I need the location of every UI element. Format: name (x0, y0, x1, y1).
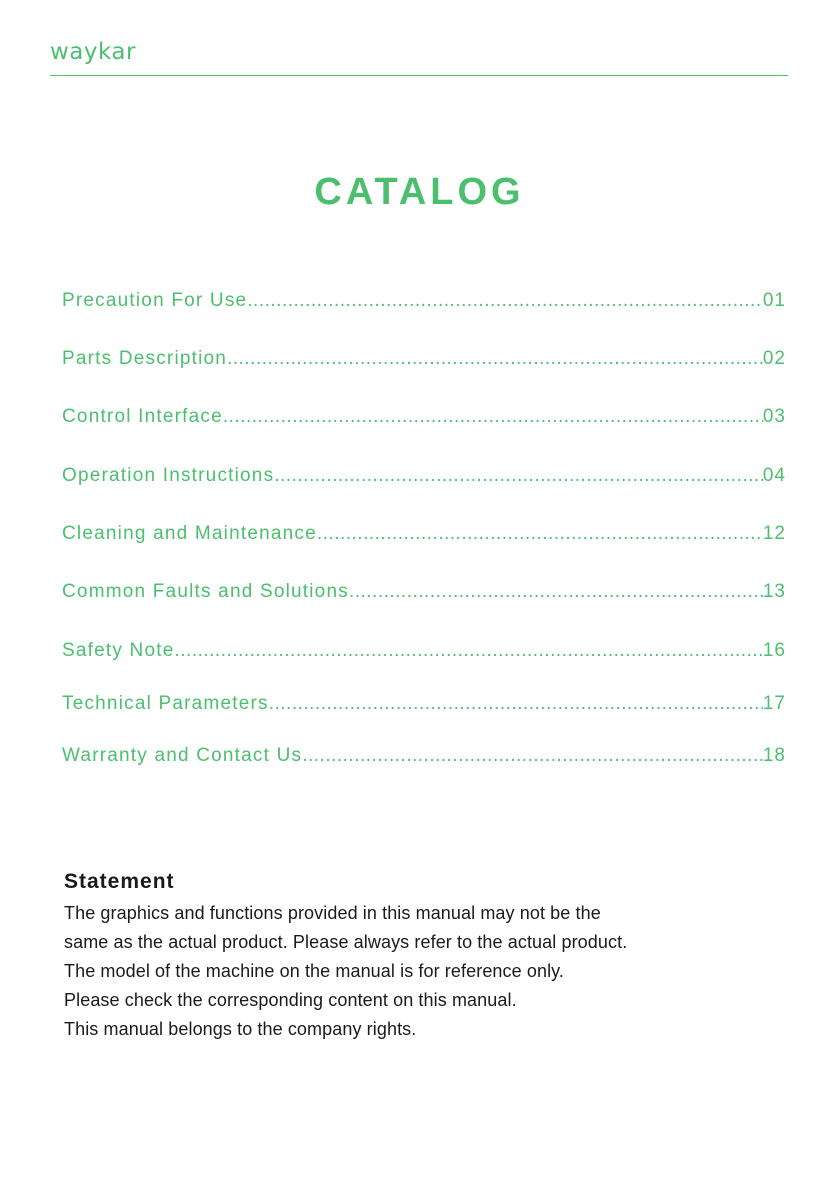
toc-entry[interactable] (62, 692, 786, 716)
statement-heading: Statement (64, 870, 175, 893)
toc-entry-page: 04 (762, 465, 786, 486)
toc-entry[interactable] (62, 405, 786, 429)
toc-entry-page: 03 (762, 406, 786, 427)
page-title: CATALOG (314, 171, 525, 213)
toc-entry-label: Common Faults and Solutions (62, 581, 349, 602)
toc-entry[interactable] (62, 522, 786, 546)
toc-entry-page: 13 (762, 581, 786, 602)
toc-leader-dots (223, 405, 763, 429)
statement-line: The graphics and functions provided in this manual may not be the (64, 903, 601, 923)
toc-leader-dots (227, 347, 763, 371)
toc-entry-page: 16 (762, 640, 786, 661)
toc-leader-dots (269, 692, 763, 716)
toc-entry[interactable] (62, 580, 786, 604)
toc-leader-dots (174, 639, 762, 663)
toc-entry-page: 01 (762, 290, 786, 311)
toc-entry[interactable] (62, 347, 786, 371)
toc-leader-dots (349, 580, 763, 604)
statement-section (64, 868, 784, 1044)
statement-line: same as the actual product. Please always refer to the actual product. (64, 932, 628, 952)
header-divider (50, 75, 788, 76)
statement-line: Please check the corresponding content on this manual. (64, 990, 517, 1010)
toc-leader-dots (302, 744, 763, 768)
statement-line: This manual belongs to the company rights. (64, 1019, 417, 1039)
brand-logo: waykar (50, 39, 136, 65)
toc-entry-page: 18 (762, 745, 786, 766)
toc-entry[interactable] (62, 464, 786, 488)
toc-entry-label: Cleaning and Maintenance (62, 523, 317, 544)
toc-entry-page: 02 (762, 348, 786, 369)
toc-entry[interactable] (62, 744, 786, 768)
toc-entry-label: Technical Parameters (62, 693, 269, 714)
toc-leader-dots (247, 289, 763, 313)
toc-leader-dots (317, 522, 763, 546)
toc-entry-label: Parts Description (62, 348, 228, 369)
toc-entry-page: 17 (762, 693, 786, 714)
toc-entry[interactable] (62, 289, 786, 313)
toc-entry-label: Warranty and Contact Us (62, 745, 303, 766)
toc-entry-label: Operation Instructions (62, 465, 275, 486)
toc-entry-label: Safety Note (62, 640, 175, 661)
toc-entry[interactable] (62, 639, 786, 663)
toc-leader-dots (274, 464, 763, 488)
toc-entry-label: Control Interface (62, 406, 223, 427)
statement-line: The model of the machine on the manual is for reference only. (64, 961, 565, 981)
toc-entry-label: Precaution For Use (62, 290, 248, 311)
toc-entry-page: 12 (762, 523, 786, 544)
